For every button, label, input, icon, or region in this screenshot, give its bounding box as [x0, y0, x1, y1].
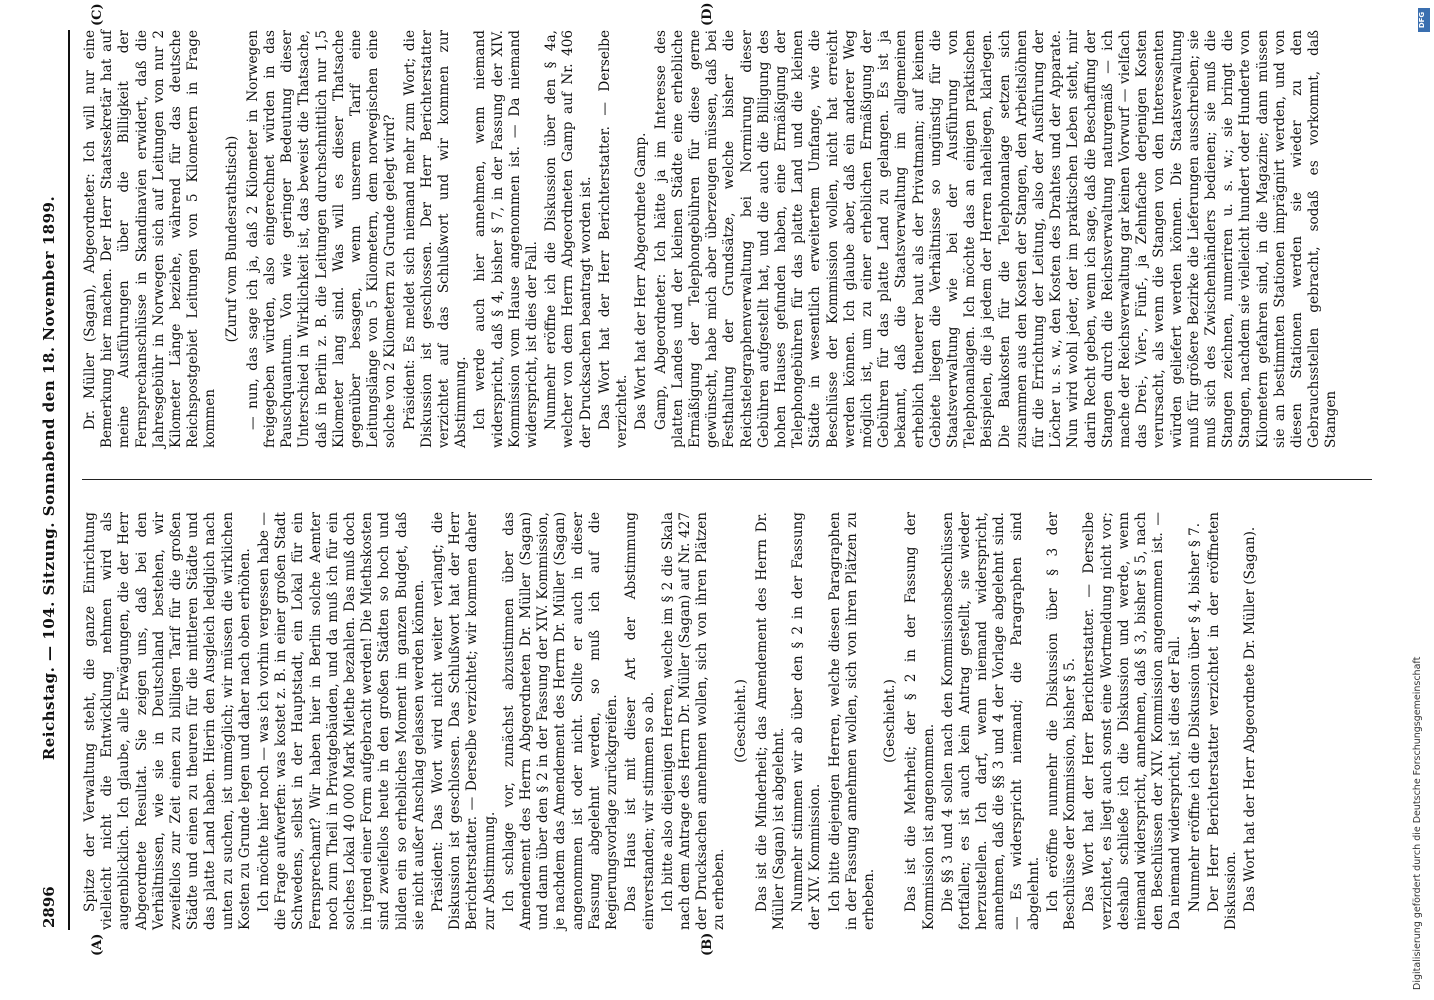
- paragraph: Ich schlage vor, zunächst abzustimmen über das Amendement des Herrn Abgeordneten Dr. Müller (Sagan) und dann über den § 2 in der Fassung der XIV. Kommission, je nachdem das Amendement des Herrn Dr. Müller (Sagan) angenommen ist oder nicht. Sollte er auch in dieser Fassung abgelehnt werden, so muß ich auf die Regierungsvorlage zurückgreifen.: [500, 512, 621, 930]
- paragraph: Ich möchte hier noch — was ich vorhin vergessen habe — die Frage aufwerfen: was kostet z. B. in einer großen Stadt Schwedens, selbst in der Hauptstadt, ein Lokal für ein Fernsprechamt? Wir haben hier in Berlin solche Aemter noch zum Theil in Privatgebäuden, und da muß ich für ein solches Lokal 40 000 Mark Miethe bezahlen. Das muß doch in irgend einer Form aufgebracht werden! Die Miethskosten sind zweifellos heute in den großen Städten so hoch und bilden ein so erhebliches Moment im ganzen Budget, daß sie nicht außer Anschlag gelassen werden können.: [256, 512, 427, 930]
- margin-marker-c: (C): [90, 3, 105, 26]
- dfg-logo-text: DFG: [1418, 11, 1426, 29]
- page-title: Reichstag. — 104. Sitzung. Sonnabend den 18. November 1899.: [40, 195, 58, 761]
- column-divider: [82, 479, 1372, 480]
- stage-direction: (Geschieht.): [732, 679, 749, 763]
- paragraph: Nunmehr eröffne ich die Diskussion über § 4, bisher § 7.: [1186, 522, 1203, 912]
- paragraph: Das Wort hat der Herr Abgeordnete Dr. Müller (Sagan).: [1242, 526, 1259, 912]
- paragraph: Spitze der Verwaltung steht, die ganze Einrichtung vielleicht nicht die Entwicklung nehmen wird als augenblicklich. Ich glaube, alle Erwägungen, die der Herr Abgeordnete Resultat. Sie zeigen uns, daß bei den Verhältnissen, wie sie in Deutschland bestehen, wir zweifellos zur Zeit einen zu billigen Tarif für die großen Städte und einen zu theuren für die mittleren Städte und das platte Land haben. Hierin den Ausgleich lediglich nach unten zu suchen, ist unmöglich; wir müssen die wirklichen Kosten zu Grunde legen und daher nach oben erhöhen.: [82, 512, 253, 930]
- paragraph: Nunmehr stimmen wir ab über den § 2 in der Fassung der XIV. Kommission.: [790, 512, 824, 930]
- page-number: 2896: [40, 886, 58, 928]
- paragraph: Präsident: Es meldet sich niemand mehr zum Wort; die Diskussion ist geschlossen. Der Herr Berichterstatter verzichtet auf das Schlußwort und wir kommen zur Abstimmung.: [401, 30, 470, 448]
- paragraph: Der Herr Berichterstatter verzichtet in der eröffneten Diskussion.: [1205, 512, 1239, 930]
- margin-marker-b: (B): [700, 932, 715, 956]
- page-header: [40, 28, 64, 928]
- paragraph: Die §§ 3 und 4 sollen nach den Kommissionsbeschlüssen fortfallen; es ist auch kein Antrag gestellt, sie wieder herzustellen. Ich darf, wenn niemand widerspricht, annehmen, daß die §§ 3 und 4 der Vorlage abgelehnt sind. — Es widerspricht niemand; die Paragraphen sind abgelehnt.: [939, 512, 1042, 930]
- right-column: [82, 30, 1343, 448]
- paragraph: Das Haus ist mit dieser Art der Abstimmung einverstanden; wir stimmen so ab.: [623, 512, 657, 930]
- paragraph: Das Wort hat der Herr Berichterstatter. — Derselbe verzichtet, es liegt auch sonst eine Wortmeldung nicht vor; deshalb schließe ich die Diskussion und werde, wenn niemand widerspricht, annehmen, daß § 3, bisher § 5, nach den Beschlüssen der XIV. Kommission angenommen ist. — Da niemand widerspricht, ist dies der Fall.: [1081, 512, 1184, 930]
- paragraph: Gamp, Abgeordneter: Ich hätte ja im Interesse des platten Landes und der kleinen Städte eine erhebliche Ermäßigung der Telephongebühren für diese gerne gewünscht, habe mich aber überzeugen müssen, daß bei Festhaltung der Grundsätze, welche bisher die Reichstelegraphenverwaltung bei Normirung dieser Gebühren aufgestellt hat, und die auch die Billigung des hohen Hauses gefunden haben, eine Ermäßigung der Telephongebühren für das platte Land und die kleinen Städte in wesentlich erweitertem Umfange, wie die Beschlüsse der Kommission wollen, nicht hat erreicht werden können. Ich glaube aber, daß ein anderer Weg möglich ist, um zu einer erheblichen Ermäßigung der Gebühren für das platte Land zu gelangen. Es ist ja bekannt, daß die Staatsverwaltung im allgemeinen erheblich theuerer baut als der Privatmann; auf keinem Gebiete liegen die Verhältnisse so ungünstig für die Staatsverwaltung wie bei der Ausführung von Telephonanlagen. Ich möchte das an einigen praktischen Beispielen, die ja jedem der Herren naheliegen, klarlegen. Die Baukosten für die Telephonanlage setzen sich zusammen aus den Kosten der Stangen, den Arbeitslöhnen für die Errichtung der Leitung, also der Ausführung der Löcher u. s. w., den Kosten des Drahtes und der Apparate. Nun wird wohl jeder, der im praktischen Leben steht, mir darin Recht geben, wenn ich sage, daß die Beschaffung der Stangen durch die Reichsverwaltung naturgemäß — ich mache der Reichsverwaltung gar keinen Vorwurf — vielfach das Drei-, Vier-, Fünf-, ja Zehnfache derjenigen Kosten verursacht, als wenn die Stangen von den Interessenten würden geliefert werden können. Die Staatsverwaltung muß für größere Bezirke die Lieferungen ausschreiben; sie muß sich des Zwischenhändlers bedienen; sie muß die Stangen zeichnen, numeriren u. s. w.; sie bringt die Stangen, nachdem sie vielleicht hundert oder Hunderte von Kilometern gefahren sind, in die Magazine; dann müssen sie an bestimmten Stationen imprägnirt werden, und von diesen Stationen werden sie wieder zu den Gebrauchsstellen gebracht, sodaß es vorkommt, daß Stangen: [652, 30, 1340, 448]
- header-rule: [68, 30, 70, 930]
- margin-marker-a: (A): [90, 933, 105, 956]
- margin-marker-d: (D): [700, 2, 715, 26]
- stage-direction: (Geschieht.): [882, 679, 899, 763]
- paragraph: Dr. Müller (Sagan), Abgeordneter: Ich will nur eine Bemerkung hier machen. Der Herr Staatssekretär hat auf meine Ausführungen über die Billigkeit der Fernsprechanschlüsse in Skandinavien erwidert, daß die Jahresgebühr in Norwegen sich auf Leitungen von nur 2 Kilometer Länge beziehe, während für das deutsche Reichspostgebiet Leitungen von 5 Kilometern in Frage kommen: [82, 30, 219, 448]
- paragraph: Ich werde auch hier annehmen, wenn niemand widerspricht, daß § 4, bisher § 7, in der Fassung der XIV. Kommission vom Hause angenommen ist. — Da niemand widerspricht, ist dies der Fall.: [472, 30, 541, 448]
- left-column: [82, 512, 1261, 930]
- paragraph: Ich bitte diejenigen Herren, welche diesen Paragraphen in der Fassung annehmen wollen, sich von ihren Plätzen zu erheben.: [826, 512, 877, 930]
- dfg-logo: [1418, 8, 1430, 32]
- paragraph: Das ist die Minderheit; das Amendement des Herrn Dr. Müller (Sagan) ist abgelehnt.: [753, 512, 787, 930]
- digitization-note: [1412, 10, 1428, 990]
- paragraph: Nunmehr eröffne ich die Diskussion über den § 4a, welcher von dem Herrn Abgeordneten Gamp auf Nr. 406 der Drucksachen beantragt worden ist.: [543, 30, 594, 448]
- digitization-text: Digitalisierung gefördert durch die Deutsche Forschungsgemeinschaft: [1412, 656, 1423, 990]
- paragraph: Ich bitte also diejenigen Herren, welche im § 2 die Skala nach dem Antrage des Herrn Dr. Müller (Sagan) auf Nr. 427 der Drucksachen annehmen wollen, sich von ihren Plätzen zu erheben.: [659, 512, 728, 930]
- paragraph: Das Wort hat der Herr Berichterstatter. — Derselbe verzichtet.: [596, 30, 631, 448]
- paragraph: Das Wort hat der Herr Abgeordnete Gamp.: [633, 132, 650, 430]
- paragraph: Präsident: Das Wort wird nicht weiter verlangt; die Diskussion ist geschlossen. Das Schlußwort hat der Herr Berichterstatter. — Derselbe verzichtet; wir kommen daher zur Abstimmung.: [430, 512, 498, 930]
- stage-direction: (Zuruf vom Bundesrathstisch): [223, 135, 240, 343]
- paragraph: Das ist die Mehrheit; der § 2 in der Fassung der Kommission ist angenommen.: [903, 512, 937, 930]
- paragraph: — nun, das sage ich ja, daß 2 Kilometer in Norwegen freigegeben würden, also eingerechnet würden in das Pauschquantum. Von wie geringer Bedeutung dieser Unterschied in Wirklichkeit ist, das beweist die Thatsache, daß in Berlin z. B. die Leitungen durchschnittlich nur 1,5 Kilometer lang sind. Was will es dieser Thatsache gegenüber besagen, wenn unserem Tarif eine Leitungslänge von 5 Kilometern, dem norwegischen eine solche von 2 Kilometern zu Grunde gelegt wird?: [244, 30, 399, 448]
- paragraph: Ich eröffne nunmehr die Diskussion über § 3 der Beschlüsse der Kommission, bisher § 5.: [1044, 512, 1079, 930]
